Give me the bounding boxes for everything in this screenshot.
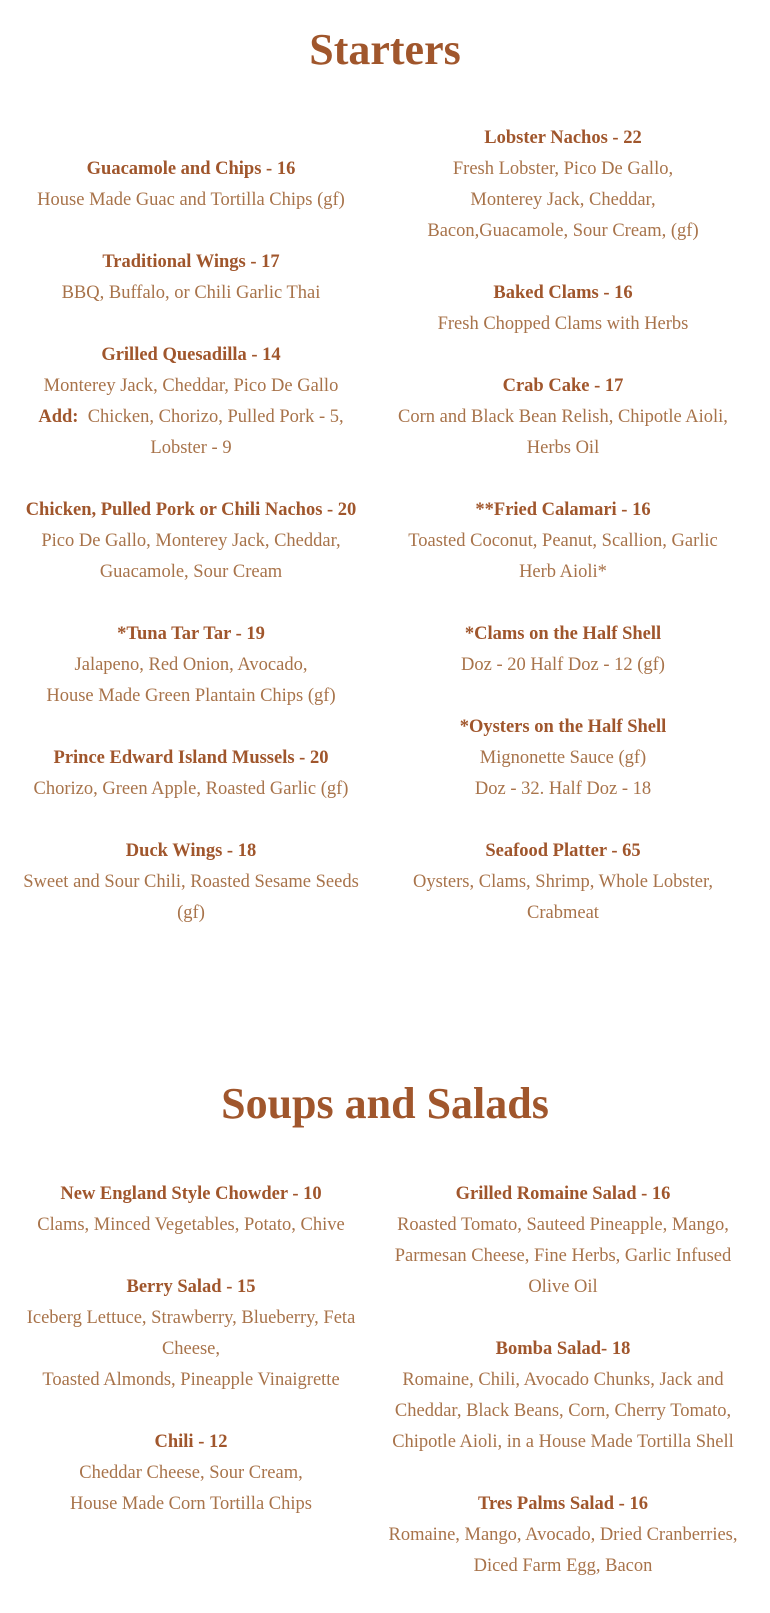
menu-item-description: Doz - 20 Half Doz - 12 (gf) <box>461 655 665 675</box>
menu-item <box>16 1427 366 1520</box>
menu-item-name: New England Style Chowder - 10 <box>60 1184 322 1204</box>
menu-item-description: Corn and Black Bean Relish, Chipotle Aioli, Herbs Oil <box>398 407 728 458</box>
menu-item-name: Traditional Wings - 17 <box>102 252 280 272</box>
menu-item <box>388 1489 738 1582</box>
menu-item <box>16 340 366 464</box>
menu-item-name: Berry Salad - 15 <box>126 1277 256 1297</box>
addons-text: Chicken, Chorizo, Pulled Pork - 5, Lobster - 9 <box>87 407 344 458</box>
menu-item-description: Doz - 32. Half Doz - 18 <box>474 779 652 799</box>
menu-item-description: Clams, Minced Vegetables, Potato, Chive <box>37 1215 345 1235</box>
menu-item <box>388 836 738 929</box>
menu-item-description: BBQ, Buffalo, or Chili Garlic Thai <box>61 283 321 303</box>
menu-item <box>388 278 738 340</box>
menu-item-description: House Made Guac and Tortilla Chips (gf) <box>37 190 345 210</box>
menu-item-description: Toasted Coconut, Peanut, Scallion, Garlic Herb Aioli* <box>408 531 718 582</box>
menu-item-name: Duck Wings - 18 <box>125 841 257 861</box>
menu-item <box>388 495 738 588</box>
menu-item-description: Chorizo, Green Apple, Roasted Garlic (gf) <box>33 779 349 799</box>
menu-item-name: Tres Palms Salad - 16 <box>478 1494 648 1514</box>
menu-item <box>16 495 366 588</box>
starters-left-column <box>16 154 366 960</box>
menu-item-description: Pico De Gallo, Monterey Jack, Cheddar, Guacamole, Sour Cream <box>41 531 341 582</box>
menu-item-name: Seafood Platter - 65 <box>485 841 641 861</box>
menu-item-description: Monterey Jack, Cheddar, Pico De Gallo <box>43 376 339 396</box>
menu-item-description: Fresh Lobster, Pico De Gallo, <box>452 159 674 179</box>
menu-item-name: *Tuna Tar Tar - 19 <box>117 624 265 644</box>
menu-item-name: Prince Edward Island Mussels - 20 <box>53 748 329 768</box>
menu-item-description: House Made Corn Tortilla Chips <box>70 1494 312 1514</box>
menu-item <box>388 712 738 805</box>
menu-item <box>16 154 366 216</box>
menu-item-description: Roasted Tomato, Sauteed Pineapple, Mango, Parmesan Cheese, Fine Herbs, Garlic Infused Olive Oil <box>394 1215 732 1297</box>
menu-item-name: Guacamole and Chips - 16 <box>86 159 296 179</box>
menu-item-description: Fresh Chopped Clams with Herbs <box>437 314 689 334</box>
menu-item-name: *Clams on the Half Shell <box>464 624 662 644</box>
menu-item <box>16 836 366 929</box>
soups-right-column <box>388 1179 738 1613</box>
menu-item-description: Romaine, Chili, Avocado Chunks, Jack and Cheddar, Black Beans, Corn, Cherry Tomato, Chipotle Aioli, in a House Made Tortilla Shell <box>392 1370 734 1452</box>
menu-item-description: Toasted Almonds, Pineapple Vinaigrette <box>42 1370 340 1390</box>
menu-item <box>16 1272 366 1396</box>
menu-item-name: Chicken, Pulled Pork or Chili Nachos - 20 <box>25 500 357 520</box>
starters-right-column <box>388 123 738 960</box>
menu-item <box>16 619 366 712</box>
menu-item <box>388 371 738 464</box>
menu-item-description: Monterey Jack, Cheddar, <box>470 190 656 210</box>
menu-item-description: Jalapeno, Red Onion, Avocado, <box>74 655 308 675</box>
soups-salads-title: Soups and Salads <box>221 1079 549 1128</box>
menu-item-name: Chili - 12 <box>154 1432 228 1452</box>
menu-item-name: Grilled Romaine Salad - 16 <box>455 1184 671 1204</box>
menu-item-description: Mignonette Sauce (gf) <box>479 748 647 768</box>
menu-item <box>16 743 366 805</box>
menu-item-name: Grilled Quesadilla - 14 <box>101 345 281 365</box>
menu-item-name: Baked Clams - 16 <box>493 283 633 303</box>
menu-item-description: Oysters, Clams, Shrimp, Whole Lobster, Crabmeat <box>412 872 714 923</box>
addons-label: Add: <box>38 407 79 427</box>
menu-item-name: **Fried Calamari - 16 <box>475 500 651 520</box>
menu-item-description: Sweet and Sour Chili, Roasted Sesame Seeds (gf) <box>23 872 359 923</box>
menu-item <box>388 1334 738 1458</box>
menu-item <box>16 1179 366 1241</box>
menu-item-name: Lobster Nachos - 22 <box>484 128 642 148</box>
menu-item <box>388 1179 738 1303</box>
menu-item-addons <box>16 402 366 464</box>
menu-item <box>388 619 738 681</box>
menu-item-description: Bacon,Guacamole, Sour Cream, (gf) <box>427 221 699 241</box>
starters-title: Starters <box>309 25 461 74</box>
menu-item-name: *Oysters on the Half Shell <box>459 717 667 737</box>
menu-item-description: Iceberg Lettuce, Strawberry, Blueberry, Feta Cheese, <box>26 1308 356 1359</box>
menu-item <box>16 247 366 309</box>
menu-item-name: Crab Cake - 17 <box>502 376 624 396</box>
menu-item-description: Romaine, Mango, Avocado, Dried Cranberries, Diced Farm Egg, Bacon <box>388 1525 738 1576</box>
soups-left-column <box>16 1179 366 1551</box>
menu-item <box>388 123 738 247</box>
menu-item-description: House Made Green Plantain Chips (gf) <box>46 686 336 706</box>
menu-item-description: Cheddar Cheese, Sour Cream, <box>79 1463 303 1483</box>
menu-item-name: Bomba Salad- 18 <box>495 1339 631 1359</box>
